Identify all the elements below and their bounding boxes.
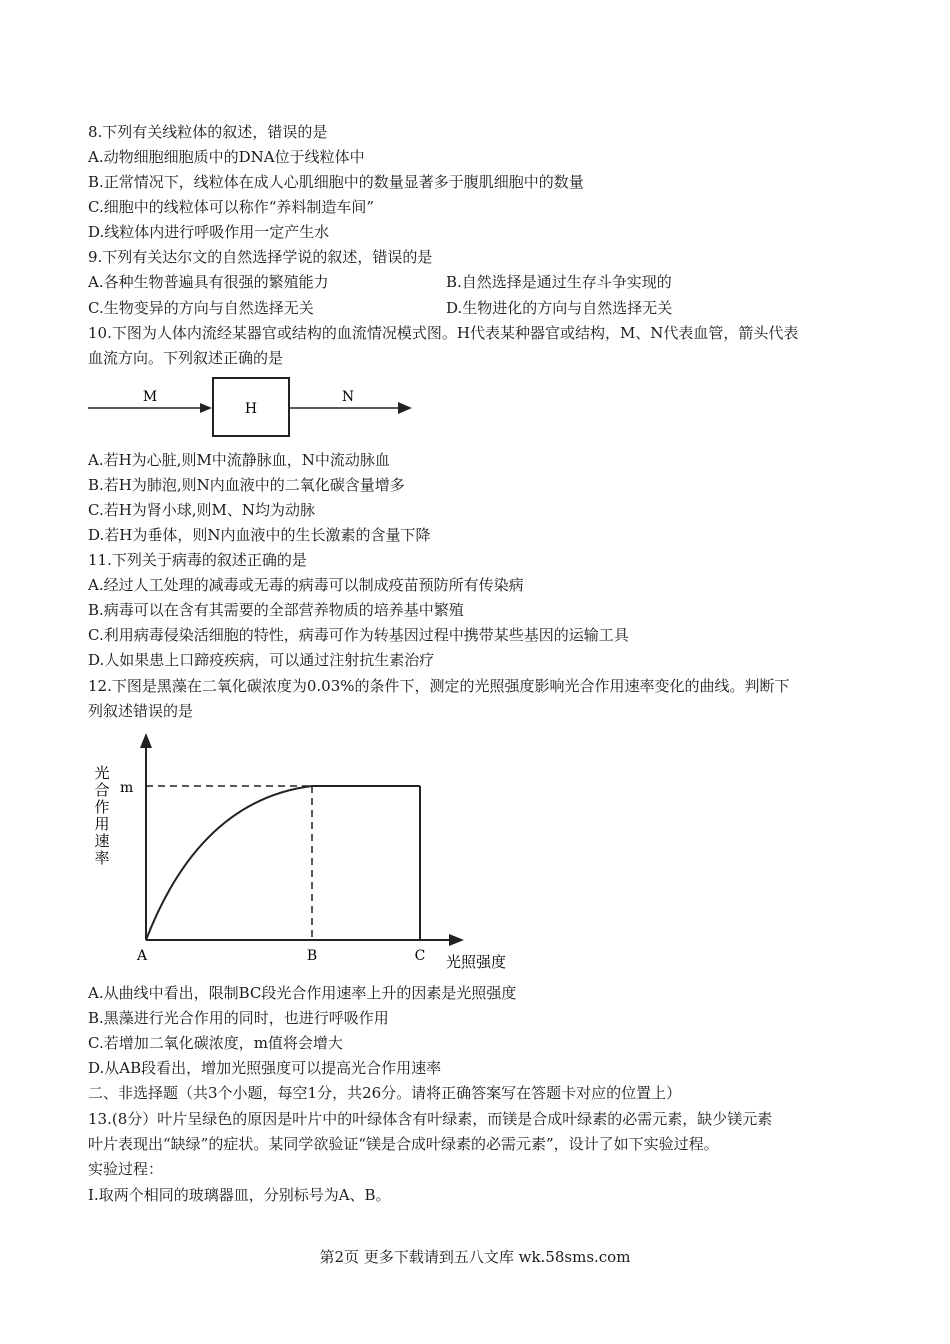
q13-line3: 实验过程：: [88, 1160, 164, 1178]
q10-stem-line2: 血流方向。下列叙述正确的是: [88, 349, 284, 367]
y-axis-label-char: 用: [94, 815, 110, 833]
q11-option-c: C.利用病毒侵染活细胞的特性，病毒可作为转基因过程中携带某些基因的运输工具: [88, 626, 629, 644]
q12-option-d: D.从AB段看出，增加光照强度可以提高光合作用速率: [88, 1059, 442, 1077]
q12-stem-line2: 列叙述错误的是: [88, 702, 194, 720]
page-footer: 第2页 更多下载请到五八文库 wk.58sms.com: [319, 1248, 631, 1266]
q10-stem-line1: 10.下图为人体内流经某器官或结构的血流情况模式图。H代表某种器官或结构，M、N代表血管，箭头代表: [88, 324, 799, 342]
q12-stem-line1: 12.下图是黑藻在二氧化碳浓度为0.03%的条件下，测定的光照强度影响光合作用速率变化的曲线。判断下: [88, 677, 790, 695]
y-axis-label-char: 率: [94, 849, 110, 867]
q10-option-d: D.若H为垂体，则N内血液中的生长激素的含量下降: [88, 526, 431, 544]
q8-option-c: C.细胞中的线粒体可以称作“养料制造车间”: [88, 198, 375, 216]
q13-line2: 叶片表现出“缺绿”的症状。某同学欲验证“镁是合成叶绿素的必需元素”，设计了如下实验过程。: [88, 1135, 719, 1153]
section-2-heading: 二、非选择题（共3个小题，每空1分，共26分。请将正确答案写在答题卡对应的位置上）: [88, 1084, 682, 1102]
organ-h-label: H: [244, 401, 258, 417]
rate-curve-ab: [146, 786, 312, 940]
q9-option-b: B.自然选择是通过生存斗争实现的: [446, 273, 672, 291]
q11-option-a: A.经过人工处理的减毒或无毒的病毒可以制成疫苗预防所有传染病: [88, 576, 524, 594]
q10-option-a: A.若H为心脏,则M中流静脉血，N中流动脉血: [88, 451, 390, 469]
q9-stem: 9.下列有关达尔文的自然选择学说的叙述，错误的是: [88, 248, 433, 266]
vessel-m-label: M: [142, 389, 158, 405]
q13-line4: Ⅰ.取两个相同的玻璃器皿，分别标号为A、B。: [88, 1186, 391, 1204]
y-axis-arrowhead: [140, 733, 152, 748]
q10-option-b: B.若H为肺泡,则N内血液中的二氧化碳含量增多: [88, 476, 405, 494]
y-axis-label-char: 作: [94, 798, 110, 816]
q8-option-d: D.线粒体内进行呼吸作用一定产生水: [88, 223, 330, 241]
x-axis-label: 光照强度: [446, 953, 507, 971]
q8-option-a: A.动物细胞细胞质中的DNA位于线粒体中: [88, 148, 365, 166]
x-tick-a: A: [136, 948, 148, 964]
y-axis-label-char: 合: [94, 781, 110, 799]
q11-option-b: B.病毒可以在含有其需要的全部营养物质的培养基中繁殖: [88, 601, 464, 619]
q9-option-c: C.生物变异的方向与自然选择无关: [88, 299, 314, 317]
q12-option-b: B.黑藻进行光合作用的同时，也进行呼吸作用: [88, 1009, 389, 1027]
q13-line1: 13.(8分）叶片呈绿色的原因是叶片中的叶绿体含有叶绿素，而镁是合成叶绿素的必需元素，缺少镁元素: [88, 1110, 773, 1128]
y-axis-label-char: 速: [94, 832, 110, 850]
y-tick-m: m: [120, 780, 134, 796]
q12-option-c: C.若增加二氧化碳浓度，m值将会增大: [88, 1034, 343, 1052]
q9-option-d: D.生物进化的方向与自然选择无关: [446, 299, 673, 317]
y-axis-label-char: 光: [94, 764, 110, 782]
x-axis-arrowhead: [449, 934, 464, 946]
q9-option-a: A.各种生物普遍具有很强的繁殖能力: [88, 273, 329, 291]
q10-option-c: C.若H为肾小球,则M、N均为动脉: [88, 501, 316, 519]
vessel-n-label: N: [341, 389, 355, 405]
x-tick-b: B: [306, 948, 318, 964]
y-axis-label: [94, 764, 109, 867]
q11-option-d: D.人如果患上口蹄疫疾病，可以通过注射抗生素治疗: [88, 651, 435, 669]
q12-option-a: A.从曲线中看出，限制BC段光合作用速率上升的因素是光照强度: [88, 984, 517, 1002]
q8-stem: 8.下列有关线粒体的叙述，错误的是: [88, 123, 328, 141]
x-tick-c: C: [414, 948, 426, 964]
q8-option-b: B.正常情况下，线粒体在成人心肌细胞中的数量显著多于腹肌细胞中的数量: [88, 173, 584, 191]
q11-stem: 11.下列关于病毒的叙述正确的是: [88, 551, 307, 569]
